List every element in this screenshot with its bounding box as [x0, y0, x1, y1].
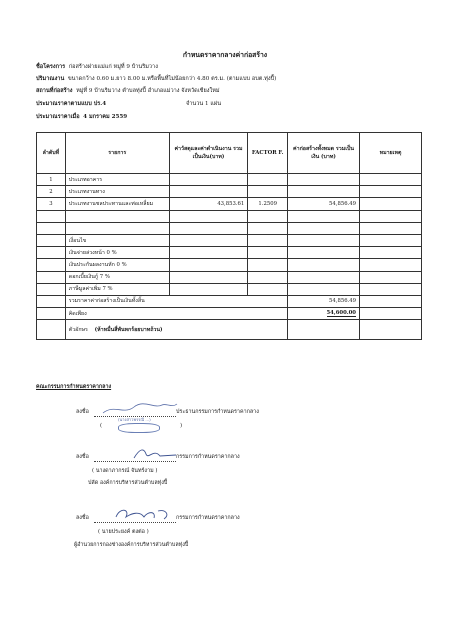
date-label: ประมาณราคาเมื่อ [36, 114, 80, 120]
site-label: สถานที่ก่อสร้าง [36, 88, 73, 94]
sum-value: 54,856.49 [288, 295, 360, 307]
row-factor: 1.2509 [248, 198, 288, 210]
row-note [360, 186, 422, 198]
document-title: กำหนดราคากลางค่าก่อสร้าง [182, 51, 268, 59]
size-label: ปริมาณงาน [36, 76, 65, 82]
sig3-name: ( นายประยงค์ ตงต่อ ) [98, 529, 149, 535]
table-header-row [37, 133, 422, 174]
row-no: 2 [37, 186, 66, 198]
date-value: 4 มกราคม 2559 [83, 114, 128, 120]
sig3-role: กรรมการกำหนดราคากลาง [176, 515, 240, 521]
committee-heading: คณะกรรมการกำหนดราคากลาง [36, 384, 112, 390]
row-total [288, 186, 360, 198]
row-total [288, 174, 360, 186]
round-label: คิดเพียง [65, 308, 287, 320]
signature-3-image [112, 505, 182, 523]
header-factor: FACTOR F. [248, 133, 288, 174]
project-line [36, 65, 158, 71]
row-cost [169, 174, 248, 186]
table-row [37, 174, 422, 186]
round-value: 54,600.00 [326, 310, 356, 317]
condition-heading: เงื่อนไข [65, 234, 169, 246]
row-cost [169, 186, 248, 198]
sig2-position: ปลัด องค์การบริหารส่วนตำบลทุ่งปี้ [88, 480, 168, 486]
form-label: ประมาณราคาตามแบบ ปร.4 [36, 101, 107, 107]
header-item: รายการ [65, 133, 169, 174]
sig2-sign-label: ลงชื่อ [76, 454, 89, 460]
sig1-close-paren: ) [180, 423, 183, 429]
table-row [37, 186, 422, 198]
table-row-blank [37, 210, 422, 222]
row-item: ประเภทงานชลประทานและท่อเหลี่ยม [65, 198, 169, 210]
sig1-stamp-name: (นางสาวพรรณี ...) [118, 417, 151, 422]
sig2-name: ( นางดาภากรณ์ จันทร์งาม ) [92, 468, 158, 474]
project-value: ก่อสร้างฝายแม่แก่ หมู่ที่ 9 บ้านริมวาง [68, 64, 158, 70]
sig1-open-paren: ( [100, 423, 103, 429]
condition-row [37, 283, 422, 295]
table-row [37, 198, 422, 210]
row-note [360, 198, 422, 210]
condition-vat: ภาษีมูลค่าเพิ่ม 7 % [65, 283, 169, 295]
form-line [36, 102, 106, 108]
stamp-mark [118, 423, 160, 433]
count-value: จำนวน 1 แผ่น [186, 101, 222, 107]
sig1-sign-label: ลงชื่อ [76, 409, 89, 415]
row-item: ประเภทอาคาร [65, 174, 169, 186]
row-total: 54,856.49 [288, 198, 360, 210]
size-value: ขนาดกว้าง 0.60 ม.ยาว 8.00 ม.หรือพื้นที่ไม่น้อยกว่า 4.80 ตร.ม. (ตามแบบ อบต.ทุ่งปี้) [67, 76, 277, 82]
letters-row [37, 320, 422, 340]
condition-row [37, 247, 422, 259]
site-value: หมู่ที่ 9 บ้านริมวาง ตำบลทุ่งปี้ อำเภอแม่วาง จังหวัดเชียงใหม่ [76, 88, 220, 94]
sum-row [37, 295, 422, 307]
row-no: 1 [37, 174, 66, 186]
condition-interest: ดอกเบี้ยเงินกู้ 7 % [65, 271, 169, 283]
project-label: ชื่อโครงการ [36, 64, 66, 70]
row-item: ประเภทงานทาง [65, 186, 169, 198]
signature-2-image [130, 444, 180, 462]
sig3-position: ผู้อำนวยการกองช่างองค์การบริหารส่วนตำบลทุ่งปี้ [74, 542, 189, 548]
cost-table [36, 132, 422, 340]
sig2-role: กรรมการกำหนดราคากลาง [176, 454, 240, 460]
condition-advance: เงินจ่ายล่วงหน้า 0 % [65, 247, 169, 259]
condition-row [37, 271, 422, 283]
condition-row [37, 234, 422, 246]
header-note: หมายเหตุ [360, 133, 422, 174]
site-line [36, 89, 220, 95]
row-factor [248, 186, 288, 198]
row-no: 3 [37, 198, 66, 210]
condition-retention: เงินประกันผลงานหัก 0 % [65, 259, 169, 271]
row-note [360, 174, 422, 186]
round-row [37, 308, 422, 320]
header-no: ลำดับที่ [37, 133, 66, 174]
size-line [36, 77, 276, 83]
signature-1-image [100, 401, 180, 417]
row-cost: 43,853.61 [169, 198, 248, 210]
sum-label: รวมราคาค่าก่อสร้างเป็นเงินทั้งสิ้น [65, 295, 287, 307]
letters-value: (ห้าหมื่นสี่พันหกร้อยบาทถ้วน) [94, 326, 163, 333]
header-cost: ค่าวัสดุและค่าดำเนินงาน รวมเป็นเงิน(บาท) [169, 133, 248, 174]
letters-label: ตัวอักษร [68, 326, 88, 333]
table-row-blank [37, 222, 422, 234]
date-line [36, 115, 127, 121]
header-total: ค่าก่อสร้างทั้งหมด รวมเป็นเงิน (บาท) [288, 133, 360, 174]
sig3-sign-label: ลงชื่อ [76, 515, 89, 521]
condition-row [37, 259, 422, 271]
sig1-role: ประธานกรรมการกำหนดราคากลาง [176, 409, 259, 415]
row-factor [248, 174, 288, 186]
